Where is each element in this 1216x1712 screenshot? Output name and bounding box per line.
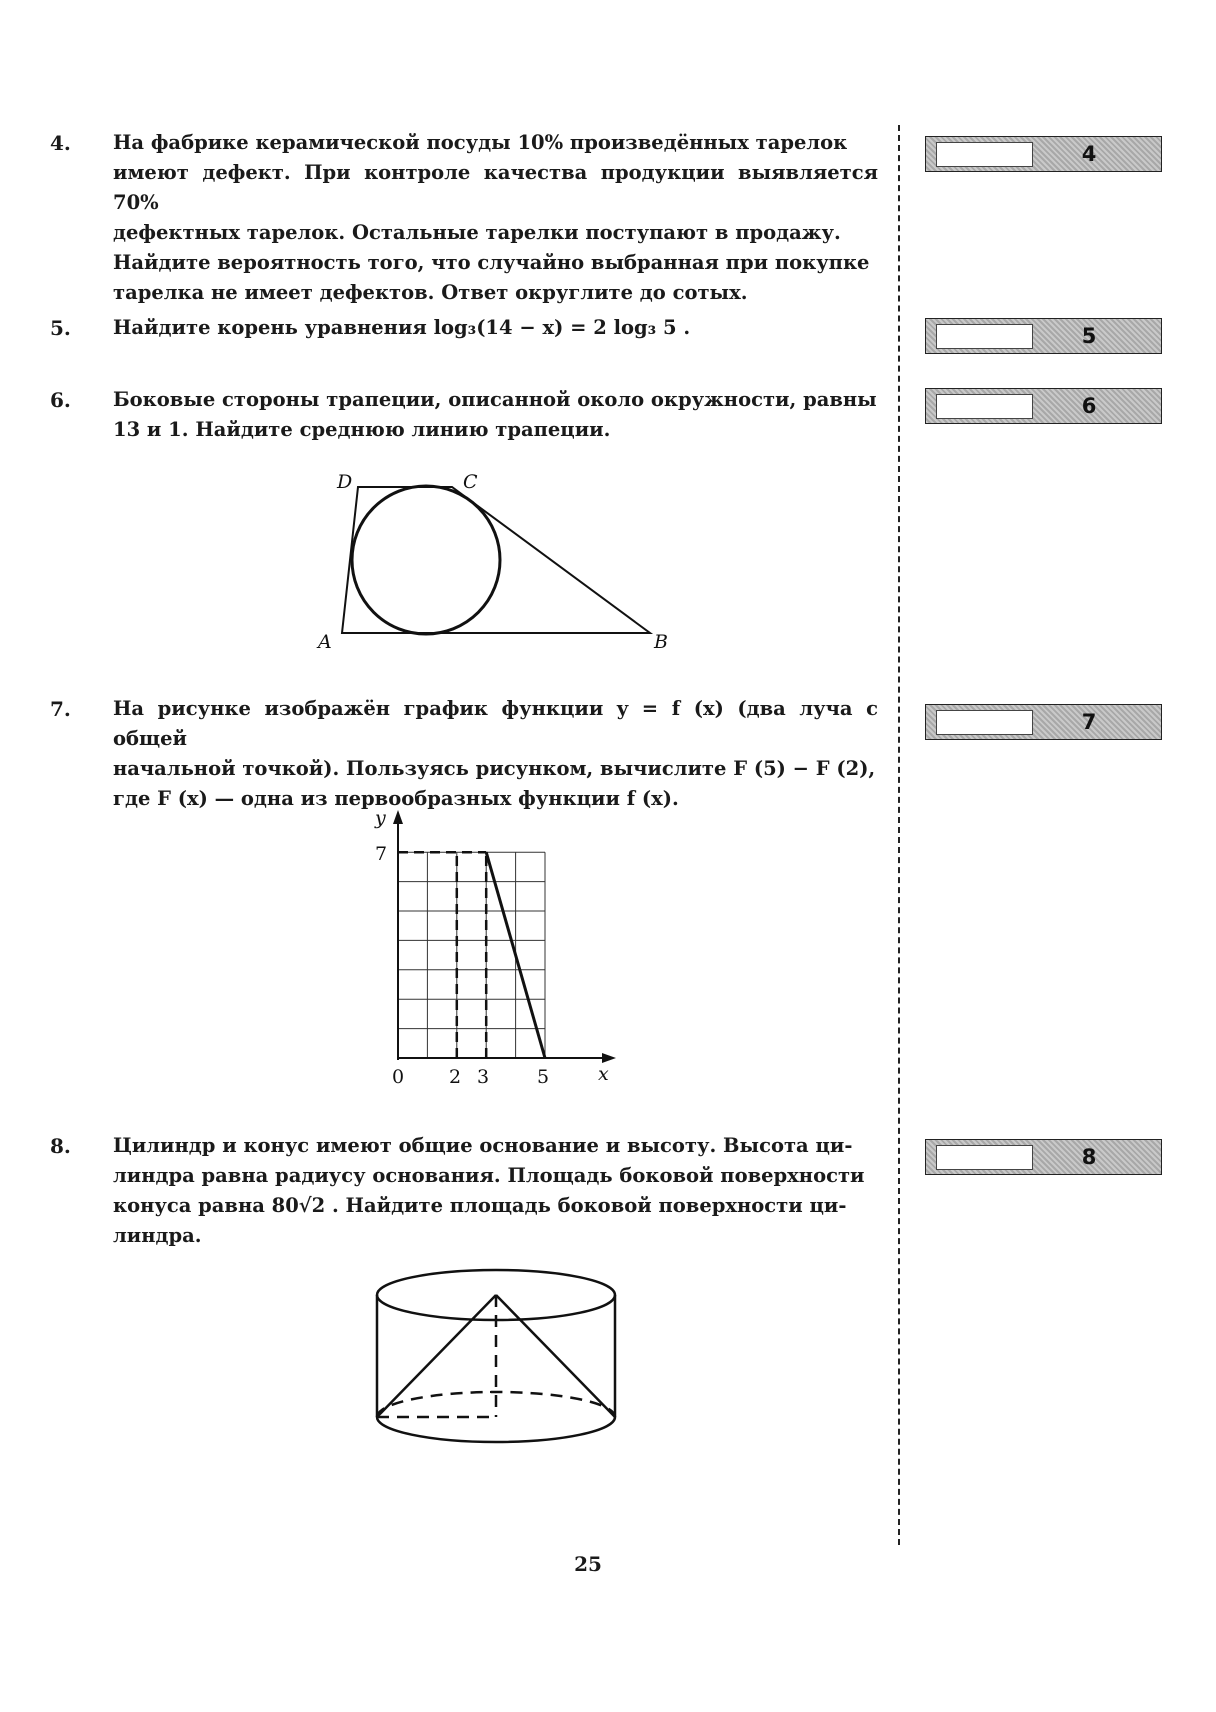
vertex-label-a: A <box>318 631 332 653</box>
vertex-label-c: C <box>463 471 478 493</box>
problem-number: 7. <box>50 697 71 721</box>
text-line: где F (x) — одна из первообразных функции f (x). <box>113 787 679 810</box>
text-line: начальной точкой). Пользуясь рисунком, вычислите F (5) − F (2), <box>113 757 876 780</box>
text-line: конуса равна 80√2 . Найдите площадь боковой поверхности ци- <box>113 1194 847 1217</box>
text-line: Найдите корень уравнения log₃(14 − x) = 2 log₃ 5 . <box>113 316 691 339</box>
text-line: дефектных тарелок. Остальные тарелки поступают в продажу. <box>113 221 841 244</box>
answer-label-6: 6 <box>1081 394 1097 418</box>
y-axis-label: y <box>375 807 386 829</box>
answer-label-4: 4 <box>1081 142 1097 166</box>
answer-label-8: 8 <box>1081 1145 1097 1169</box>
answer-label-5: 5 <box>1081 324 1097 348</box>
text-line: тарелка не имеет дефектов. Ответ округлите до сотых. <box>113 281 748 304</box>
x-axis-label: x <box>598 1063 609 1085</box>
text-line: имеют дефект. При контроле качества продукции выявляется 70% <box>113 161 878 214</box>
text-line: Найдите вероятность того, что случайно выбранная при покупке <box>113 251 870 274</box>
x-tick-0: 0 <box>392 1066 405 1088</box>
text-line: 13 и 1. Найдите среднюю линию трапеции. <box>113 418 611 441</box>
problem-number: 5. <box>50 316 71 340</box>
x-tick-2: 2 <box>449 1066 462 1088</box>
base-front-arc <box>377 1417 615 1442</box>
vertex-label-b: B <box>654 631 668 653</box>
page-number: 25 <box>574 1552 602 1576</box>
text-line: Боковые стороны трапеции, описанной около окружности, равны <box>113 388 877 411</box>
cone-left-generatrix <box>377 1295 496 1417</box>
problem-number: 6. <box>50 388 71 412</box>
answer-label-7: 7 <box>1081 710 1097 734</box>
x-tick-5: 5 <box>537 1066 550 1088</box>
text-line: линдра равна радиусу основания. Площадь боковой поверхности <box>113 1164 865 1187</box>
text-line: Цилиндр и конус имеют общие основание и высоту. Высота ци- <box>113 1134 853 1157</box>
text-line: На рисунке изображён график функции y = f (x) (два луча с общей <box>113 697 878 750</box>
text-line: На фабрике керамической посуды 10% произведённых тарелок <box>113 131 848 154</box>
text-line: линдра. <box>113 1224 202 1247</box>
x-tick-3: 3 <box>477 1066 490 1088</box>
cone-right-generatrix <box>496 1295 615 1417</box>
y-tick-7: 7 <box>375 843 388 865</box>
problem-number: 4. <box>50 131 71 155</box>
vertex-label-d: D <box>337 471 353 493</box>
problem-number: 8. <box>50 1134 71 1158</box>
